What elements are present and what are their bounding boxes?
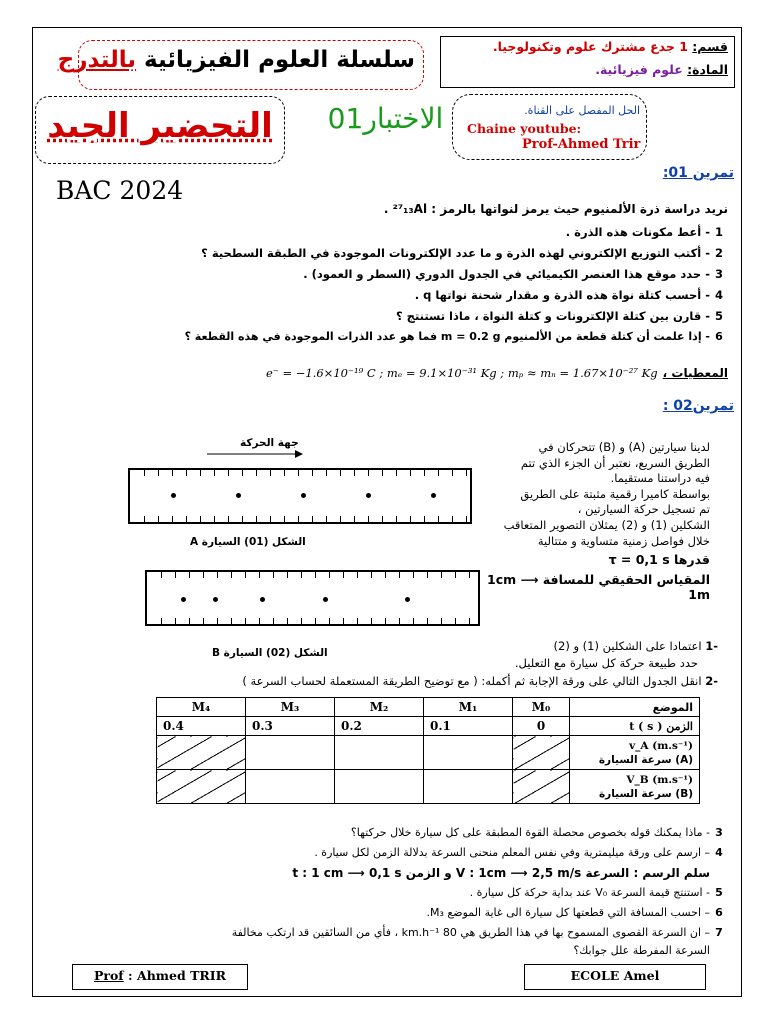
ruler-tick [298, 516, 299, 522]
car-b-pos-1 [213, 597, 218, 602]
ruler-tick [172, 470, 173, 476]
class-info [440, 36, 735, 88]
ex2-item-7: 7– ان السرعة القصوى المسموح بها في هذا الطريق هي 80 km.h⁻¹ ، فأي من السائقين قد ارتكب مخالفة [231, 926, 723, 939]
figure2-strip [145, 570, 480, 626]
table-cell [424, 736, 513, 770]
footer-school: ECOLE Amel [524, 964, 706, 990]
ruler-tick [385, 618, 386, 624]
ex2-item-5: 5- استنتج قيمة السرعة V₀ عند بداية حركة كل سيارة . [469, 886, 723, 899]
ruler-tick [287, 618, 288, 624]
figure2-caption: الشكل (02) السيارة B [212, 647, 328, 659]
ruler-tick [466, 470, 467, 476]
ruler-tick [326, 516, 327, 522]
ruler-tick [410, 516, 411, 522]
series-accent: بالتدرج [57, 47, 137, 73]
channel-label: Chaine youtube: [467, 121, 582, 136]
exercise1-title: تمرين 01: [662, 165, 734, 181]
ruler-tick [228, 470, 229, 476]
ruler-tick [312, 470, 313, 476]
ruler-tick [371, 618, 372, 624]
table-cell: M₀ [513, 698, 570, 717]
ruler-tick [438, 516, 439, 522]
ex1-item-3: 3- حدد موقع هذا العنصر الكيميائي في الجدول الدوري (السطر و العمود) . [303, 267, 723, 281]
ruler-tick [158, 470, 159, 476]
figure1-strip [128, 468, 472, 524]
subject-label: المادة: [687, 62, 728, 77]
ruler-tick [189, 618, 190, 624]
ruler-tick [189, 572, 190, 578]
table-cell [513, 736, 570, 770]
table-cell: M₃ [246, 698, 335, 717]
ruler-tick [343, 572, 344, 578]
ruler-tick [270, 470, 271, 476]
car-b-pos-0 [181, 597, 186, 602]
car-a-pos-3 [366, 493, 371, 498]
ruler-tick [427, 618, 428, 624]
ruler-tick [455, 618, 456, 624]
car-a-pos-4 [431, 493, 436, 498]
ruler-tick [200, 516, 201, 522]
ruler-tick [329, 572, 330, 578]
ruler-tick [301, 572, 302, 578]
ex1-item-5: 5- قارن بين كتلة الإلكترونات و كتلة النواة ، ماذا تستنتج ؟ [395, 309, 723, 323]
ex2-scale: سلم الرسم : السرعة V : 1cm ⟶ 2,5 m/s و الزمن t : 1 cm ⟶ 0,1 s [292, 866, 710, 880]
ruler-tick [354, 470, 355, 476]
car-b-pos-3 [323, 597, 328, 602]
ruler-tick [396, 516, 397, 522]
ruler-tick [200, 470, 201, 476]
table-cell [424, 770, 513, 804]
table-cell: M₁ [424, 698, 513, 717]
ex1-item-6: 6- إذا علمت أن كتلة قطعة من الألمنيوم m = 0.2 g فما هو عدد الذرات الموجودة في هذه القطعة ؟ [184, 330, 723, 343]
car-a-pos-0 [171, 493, 176, 498]
ruler-tick [245, 618, 246, 624]
channel-name: Prof-Ahmed Trir [522, 137, 641, 152]
ex1-item-2: 2- أكتب التوزيع الإلكتروني لهذه الذرة و ما عدد الإلكترونات الموجودة في الطبقة السطحية ؟ [201, 246, 723, 260]
car-b-pos-2 [260, 597, 265, 602]
ruler-tick [368, 516, 369, 522]
ruler-tick [144, 470, 145, 476]
series-title: سلسلة العلوم الفيزيائية بالتدرج [57, 47, 415, 73]
ex1-item-1: 1- أعط مكونات هذه الذرة . [565, 225, 723, 239]
ruler-tick [284, 516, 285, 522]
table-cell [246, 770, 335, 804]
q1-sub: حدد طبيعة حركة كل سيارة مع التعليل. [514, 656, 698, 670]
test-title: الاختبار01 [327, 102, 444, 135]
ruler-tick [452, 470, 453, 476]
ruler-tick [273, 618, 274, 624]
ruler-tick [424, 516, 425, 522]
ruler-tick [186, 470, 187, 476]
ruler-tick [469, 572, 470, 578]
table-cell [157, 770, 246, 804]
ruler-tick [413, 618, 414, 624]
direction-label: جهة الحركة [240, 437, 299, 449]
ruler-tick [368, 470, 369, 476]
ruler-tick [357, 618, 358, 624]
ruler-tick [312, 516, 313, 522]
table-vb-label: V_B (m.s⁻¹) سرعة السيارة (B) [570, 770, 700, 804]
ruler-tick [273, 572, 274, 578]
ruler-tick [158, 516, 159, 522]
ruler-tick [427, 572, 428, 578]
ruler-tick [287, 572, 288, 578]
ruler-tick [217, 572, 218, 578]
table-time-label: t ( s ) الزمن [570, 717, 700, 736]
table-cell [246, 736, 335, 770]
data-values: e⁻ = −1.6×10⁻¹⁹ C ; mₑ = 9.1×10⁻³¹ Kg ; mₚ ≈ mₙ = 1.67×10⁻²⁷ Kg [265, 366, 658, 380]
ruler-tick [186, 516, 187, 522]
ruler-tick [382, 470, 383, 476]
class-label: قسم: [692, 39, 728, 54]
exercise2-title: تمرين02 : [662, 398, 734, 414]
ruler-tick [242, 516, 243, 522]
exercise1-intro: نريد دراسة ذرة الألمنيوم حيث يرمز لنواتها بالرمز : ²⁷₁₃Al . [383, 202, 728, 216]
car-b-pos-4 [405, 597, 410, 602]
speed-table [156, 697, 700, 804]
ruler-tick [438, 470, 439, 476]
ruler-tick [161, 618, 162, 624]
ruler-tick [399, 618, 400, 624]
ruler-tick [315, 618, 316, 624]
table-cell [335, 736, 424, 770]
table-row [157, 717, 700, 736]
ex2-item-7-cont: السرعة المفرطة علل جوابك؟ [573, 944, 710, 957]
ex1-item-4: 4- أحسب كتلة نواة هذه الذرة و مقدار شحنة نواتها q . [414, 288, 723, 302]
table-row [157, 770, 700, 804]
ruler-tick [161, 572, 162, 578]
ruler-tick [144, 516, 145, 522]
footer-prof: Prof : Ahmed TRIR [72, 964, 248, 990]
q2: -2 انقل الجدول التالي على ورقة الإجابة ثم أكمله: ( مع توضيح الطريقة المستعملة لحساب السرعة ) [242, 674, 718, 688]
class-value: 1 جدع مشترك علوم وتكنولوجيا. [492, 39, 688, 54]
ruler-tick [301, 618, 302, 624]
ruler-tick [231, 572, 232, 578]
table-cell: 0.1 [424, 717, 513, 736]
ruler-tick [203, 618, 204, 624]
ruler-tick [340, 516, 341, 522]
ruler-tick [340, 470, 341, 476]
ruler-tick [256, 516, 257, 522]
table-cell [513, 770, 570, 804]
data-label: المعطيات ، [662, 366, 728, 380]
direction-arrow [205, 448, 305, 460]
ruler-tick [228, 516, 229, 522]
exercise1-data [266, 362, 728, 381]
ruler-tick [354, 516, 355, 522]
car-a-pos-2 [301, 493, 306, 498]
table-cell: 0 [513, 717, 570, 736]
ruler-tick [410, 470, 411, 476]
ruler-tick [298, 470, 299, 476]
exercise2-intro: لدينا سيارتين (A) و (B) تتحركان في الطريق السريع، نعتبر أن الجزء الذي تتم فيه دراستنا مستقيما. بواسطة كاميرا رقمية مثبتة على الطريق تم تسجيل حركة السيارتين ، الشكلين (1) و (2) يمثلان التصوير المتعاقب خلال فواصل زمنية متساوية و متتالية قدرها τ = 0,1 s المقياس الحقيقي للمسافة 1cm ⟶ 1m [487, 440, 710, 603]
ruler-tick [315, 572, 316, 578]
ruler-tick [466, 516, 467, 522]
ruler-tick [203, 572, 204, 578]
subject-value: علوم فيزيائية. [595, 62, 683, 77]
ruler-tick [441, 572, 442, 578]
ex2-item-6: 6– احسب المسافة التي قطعتها كل سيارة الى غاية الموضع M₃. [426, 906, 723, 919]
ruler-tick [371, 572, 372, 578]
table-header-label: الموضع [570, 698, 700, 717]
ruler-tick [217, 618, 218, 624]
q1: -1 اعتمادا على الشكلين (1) و (2) [553, 639, 718, 653]
table-cell: M₂ [335, 698, 424, 717]
table-cell: M₄ [157, 698, 246, 717]
ruler-tick [357, 572, 358, 578]
table-cell: 0.3 [246, 717, 335, 736]
table-cell: 0.2 [335, 717, 424, 736]
table-cell: 0.4 [157, 717, 246, 736]
ruler-tick [270, 516, 271, 522]
ruler-tick [382, 516, 383, 522]
ruler-tick [242, 470, 243, 476]
car-a-pos-1 [236, 493, 241, 498]
table-row [157, 698, 700, 717]
ruler-tick [329, 618, 330, 624]
ruler-tick [214, 470, 215, 476]
ruler-tick [441, 618, 442, 624]
ruler-tick [172, 516, 173, 522]
table-row [157, 736, 700, 770]
ruler-tick [214, 516, 215, 522]
table-va-label: v_A (m.s⁻¹) سرعة السيارة (A) [570, 736, 700, 770]
ex2-item-3: 3- ماذا يمكنك قوله بخصوص محصلة القوة المطبقة على كل سيارة خلال حركتها؟ [350, 826, 723, 839]
ruler-tick [326, 470, 327, 476]
ruler-tick [413, 572, 414, 578]
ruler-tick [245, 572, 246, 578]
ruler-tick [259, 572, 260, 578]
ruler-tick [259, 618, 260, 624]
ruler-tick [256, 470, 257, 476]
table-cell [335, 770, 424, 804]
ruler-tick [231, 618, 232, 624]
ex2-item-4: 4– ارسم على ورقة ميليمترية وفي نفس المعلم منحنى السرعة بدلالة الزمن لكل سيارة . [314, 846, 723, 859]
ruler-tick [452, 516, 453, 522]
figure1-caption: الشكل (01) السيارة A [190, 536, 306, 548]
ruler-tick [396, 470, 397, 476]
ruler-tick [469, 618, 470, 624]
ruler-tick [175, 572, 176, 578]
ruler-tick [284, 470, 285, 476]
ruler-tick [455, 572, 456, 578]
ruler-tick [343, 618, 344, 624]
ruler-tick [424, 470, 425, 476]
ruler-tick [175, 618, 176, 624]
table-cell [157, 736, 246, 770]
bac-title: BAC 2024 [56, 176, 184, 205]
ruler-tick [385, 572, 386, 578]
prep-title: التحضير الجيد [47, 106, 273, 146]
ruler-tick [399, 572, 400, 578]
solution-label: الحل المفصل على القناة. [524, 104, 640, 117]
